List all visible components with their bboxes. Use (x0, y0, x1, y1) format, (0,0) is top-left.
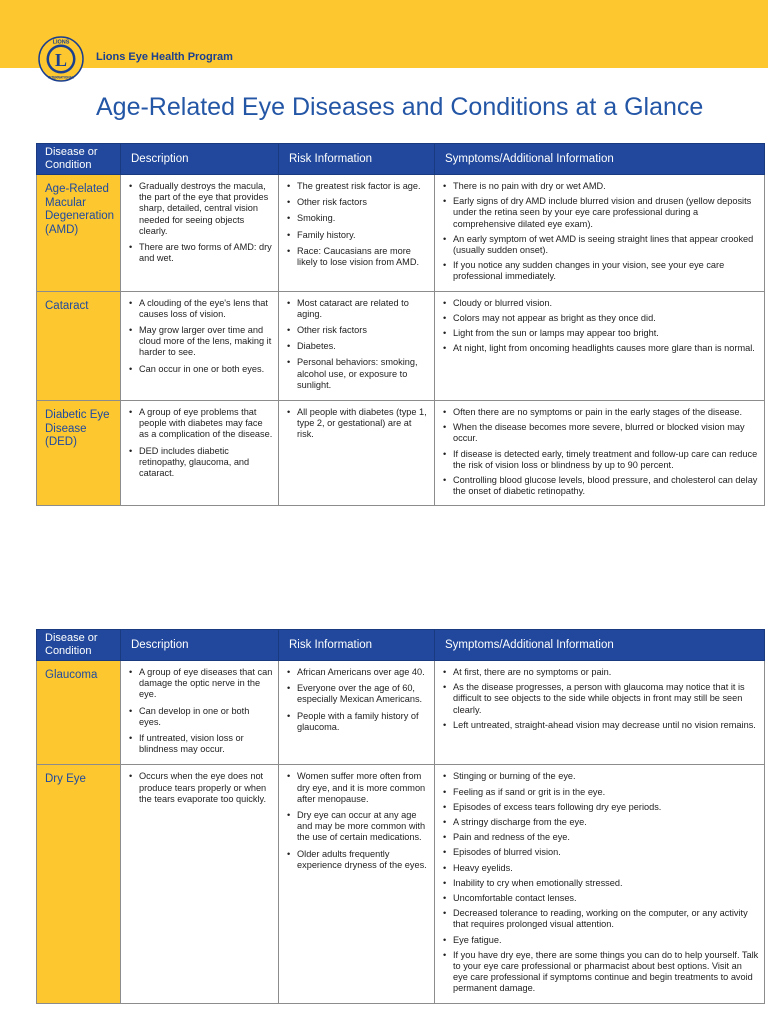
list-item: • Eye fatigue. (441, 935, 759, 946)
col-header-symptoms: Symptoms/Additional Information (435, 630, 765, 661)
list-item: • The greatest risk factor is age. (285, 181, 429, 192)
bullet-list (441, 667, 759, 731)
col-header-disease: Disease or Condition (37, 144, 121, 175)
bullet-list (441, 771, 759, 994)
lions-logo-icon (38, 36, 84, 82)
list-item: • Pain and redness of the eye. (441, 832, 759, 843)
bullet-list (285, 771, 429, 871)
condition-name: Cataract (37, 291, 121, 400)
condition-name: Diabetic Eye Disease (DED) (37, 401, 121, 506)
description-cell (121, 175, 279, 292)
list-item: • Uncomfortable contact lenses. (441, 893, 759, 904)
list-item: • A group of eye diseases that can damage the optic nerve in the eye. (127, 667, 273, 701)
list-item: • Cloudy or blurred vision. (441, 298, 759, 309)
table-row (37, 661, 765, 765)
page-title: Age-Related Eye Diseases and Conditions at a Glance (96, 93, 704, 121)
list-item: • All people with diabetes (type 1, type 2, or gestational) are at risk. (285, 407, 429, 441)
list-item: • DED includes diabetic retinopathy, glaucoma, and cataract. (127, 446, 273, 480)
symptoms-cell (435, 175, 765, 292)
bullet-list (127, 771, 273, 805)
disease-table-2 (36, 629, 765, 1004)
table-row (37, 175, 765, 292)
bullet-list (127, 667, 273, 755)
list-item: • An early symptom of wet AMD is seeing straight lines that appear crooked (usually sudden onset). (441, 234, 759, 256)
list-item: • There are two forms of AMD: dry and wet. (127, 242, 273, 264)
table-row (37, 765, 765, 1003)
list-item: • Left untreated, straight-ahead vision may decrease until no vision remains. (441, 720, 759, 731)
bullet-list (285, 181, 429, 268)
list-item: • At first, there are no symptoms or pain. (441, 667, 759, 678)
list-item: • Other risk factors (285, 325, 429, 336)
risk-cell (279, 401, 435, 506)
list-item: • As the disease progresses, a person with glaucoma may notice that it is difficult to see objects to the side while objects in front may still be seen clearly. (441, 682, 759, 716)
list-item: • Controlling blood glucose levels, blood pressure, and cholesterol can delay the onset of diabetic retinopathy. (441, 475, 759, 497)
list-item: • Light from the sun or lamps may appear too bright. (441, 328, 759, 339)
bullet-list (285, 667, 429, 733)
list-item: • At night, light from oncoming headlights causes more glare than is normal. (441, 343, 759, 354)
list-item: • Often there are no symptoms or pain in the early stages of the disease. (441, 407, 759, 418)
list-item: • A stringy discharge from the eye. (441, 817, 759, 828)
list-item: • Can occur in one or both eyes. (127, 364, 273, 375)
symptoms-cell (435, 291, 765, 400)
table-row (37, 401, 765, 506)
col-header-description: Description (121, 144, 279, 175)
list-item: • Older adults frequently experience dryness of the eyes. (285, 849, 429, 871)
bullet-list (127, 298, 273, 375)
condition-name: Glaucoma (37, 661, 121, 765)
list-item: • A clouding of the eye's lens that causes loss of vision. (127, 298, 273, 320)
bullet-list (441, 181, 759, 283)
list-item: • African Americans over age 40. (285, 667, 429, 678)
list-item: • Early signs of dry AMD include blurred vision and drusen (yellow deposits under the retina seen by your eye care professional during a comprehensive dilated eye exam). (441, 196, 759, 230)
list-item: • Heavy eyelids. (441, 863, 759, 874)
risk-cell (279, 291, 435, 400)
list-item: • If disease is detected early, timely treatment and follow-up care can reduce the risk of vision loss or blindness by up to 90 percent. (441, 449, 759, 471)
disease-table-1 (36, 143, 765, 506)
col-header-disease: Disease or Condition (37, 630, 121, 661)
description-cell (121, 291, 279, 400)
list-item: • Can develop in one or both eyes. (127, 706, 273, 728)
bullet-list (441, 407, 759, 497)
bullet-list (127, 407, 273, 479)
list-item: • Decreased tolerance to reading, working on the computer, or any activity that requires prolonged visual attention. (441, 908, 759, 930)
program-name: Lions Eye Health Program (96, 51, 233, 63)
col-header-risk: Risk Information (279, 630, 435, 661)
list-item: • Smoking. (285, 213, 429, 224)
list-item: • Episodes of excess tears following dry eye periods. (441, 802, 759, 813)
bullet-list (285, 298, 429, 391)
list-item: • If untreated, vision loss or blindness may occur. (127, 733, 273, 755)
risk-cell (279, 765, 435, 1003)
col-header-symptoms: Symptoms/Additional Information (435, 144, 765, 175)
condition-name: Age-Related Macular Degeneration (AMD) (37, 175, 121, 292)
table-row (37, 291, 765, 400)
col-header-description: Description (121, 630, 279, 661)
list-item: • There is no pain with dry or wet AMD. (441, 181, 759, 192)
col-header-risk: Risk Information (279, 144, 435, 175)
logo-letter: L (54, 50, 68, 70)
list-item: • People with a family history of glaucoma. (285, 711, 429, 733)
symptoms-cell (435, 765, 765, 1003)
description-cell (121, 401, 279, 506)
bullet-list (127, 181, 273, 264)
list-item: • Feeling as if sand or grit is in the eye. (441, 787, 759, 798)
list-item: • Colors may not appear as bright as they once did. (441, 313, 759, 324)
list-item: • If you notice any sudden changes in your vision, see your eye care professional immediately. (441, 260, 759, 282)
table-header-row (37, 630, 765, 661)
description-cell (121, 765, 279, 1003)
description-cell (121, 661, 279, 765)
list-item: • Personal behaviors: smoking, alcohol use, or exposure to sunlight. (285, 357, 429, 391)
list-item: • If you have dry eye, there are some things you can do to help yourself. Talk to your eye care professional or pharmacist about best options. Visit an eye care professional if symptoms continue and begin treatments to avoid permanent damage. (441, 950, 759, 995)
logo-text-bottom: INTERNATIONAL (48, 75, 74, 80)
list-item: • May grow larger over time and cloud more of the lens, making it harder to see. (127, 325, 273, 359)
list-item: • When the disease becomes more severe, blurred or blocked vision may occur. (441, 422, 759, 444)
bullet-list (441, 298, 759, 355)
list-item: • Occurs when the eye does not produce tears properly or when the tears evaporate too quickly. (127, 771, 273, 805)
list-item: • A group of eye problems that people with diabetes may face as a complication of the disease. (127, 407, 273, 441)
list-item: • Race: Caucasians are more likely to lose vision from AMD. (285, 246, 429, 268)
symptoms-cell (435, 401, 765, 506)
symptoms-cell (435, 661, 765, 765)
list-item: • Gradually destroys the macula, the part of the eye that provides sharp, detailed, central vision needed for seeing objects clearly. (127, 181, 273, 237)
risk-cell (279, 661, 435, 765)
list-item: • Most cataract are related to aging. (285, 298, 429, 320)
list-item: • Family history. (285, 230, 429, 241)
list-item: • Diabetes. (285, 341, 429, 352)
list-item: • Other risk factors (285, 197, 429, 208)
bullet-list (285, 407, 429, 441)
condition-name: Dry Eye (37, 765, 121, 1003)
logo-text-top: LIONS (52, 39, 70, 46)
table-header-row (37, 144, 765, 175)
list-item: • Dry eye can occur at any age and may be more common with the use of certain medications. (285, 810, 429, 844)
list-item: • Women suffer more often from dry eye, and it is more common after menopause. (285, 771, 429, 805)
risk-cell (279, 175, 435, 292)
list-item: • Inability to cry when emotionally stressed. (441, 878, 759, 889)
list-item: • Everyone over the age of 60, especially Mexican Americans. (285, 683, 429, 705)
list-item: • Episodes of blurred vision. (441, 847, 759, 858)
list-item: • Stinging or burning of the eye. (441, 771, 759, 782)
